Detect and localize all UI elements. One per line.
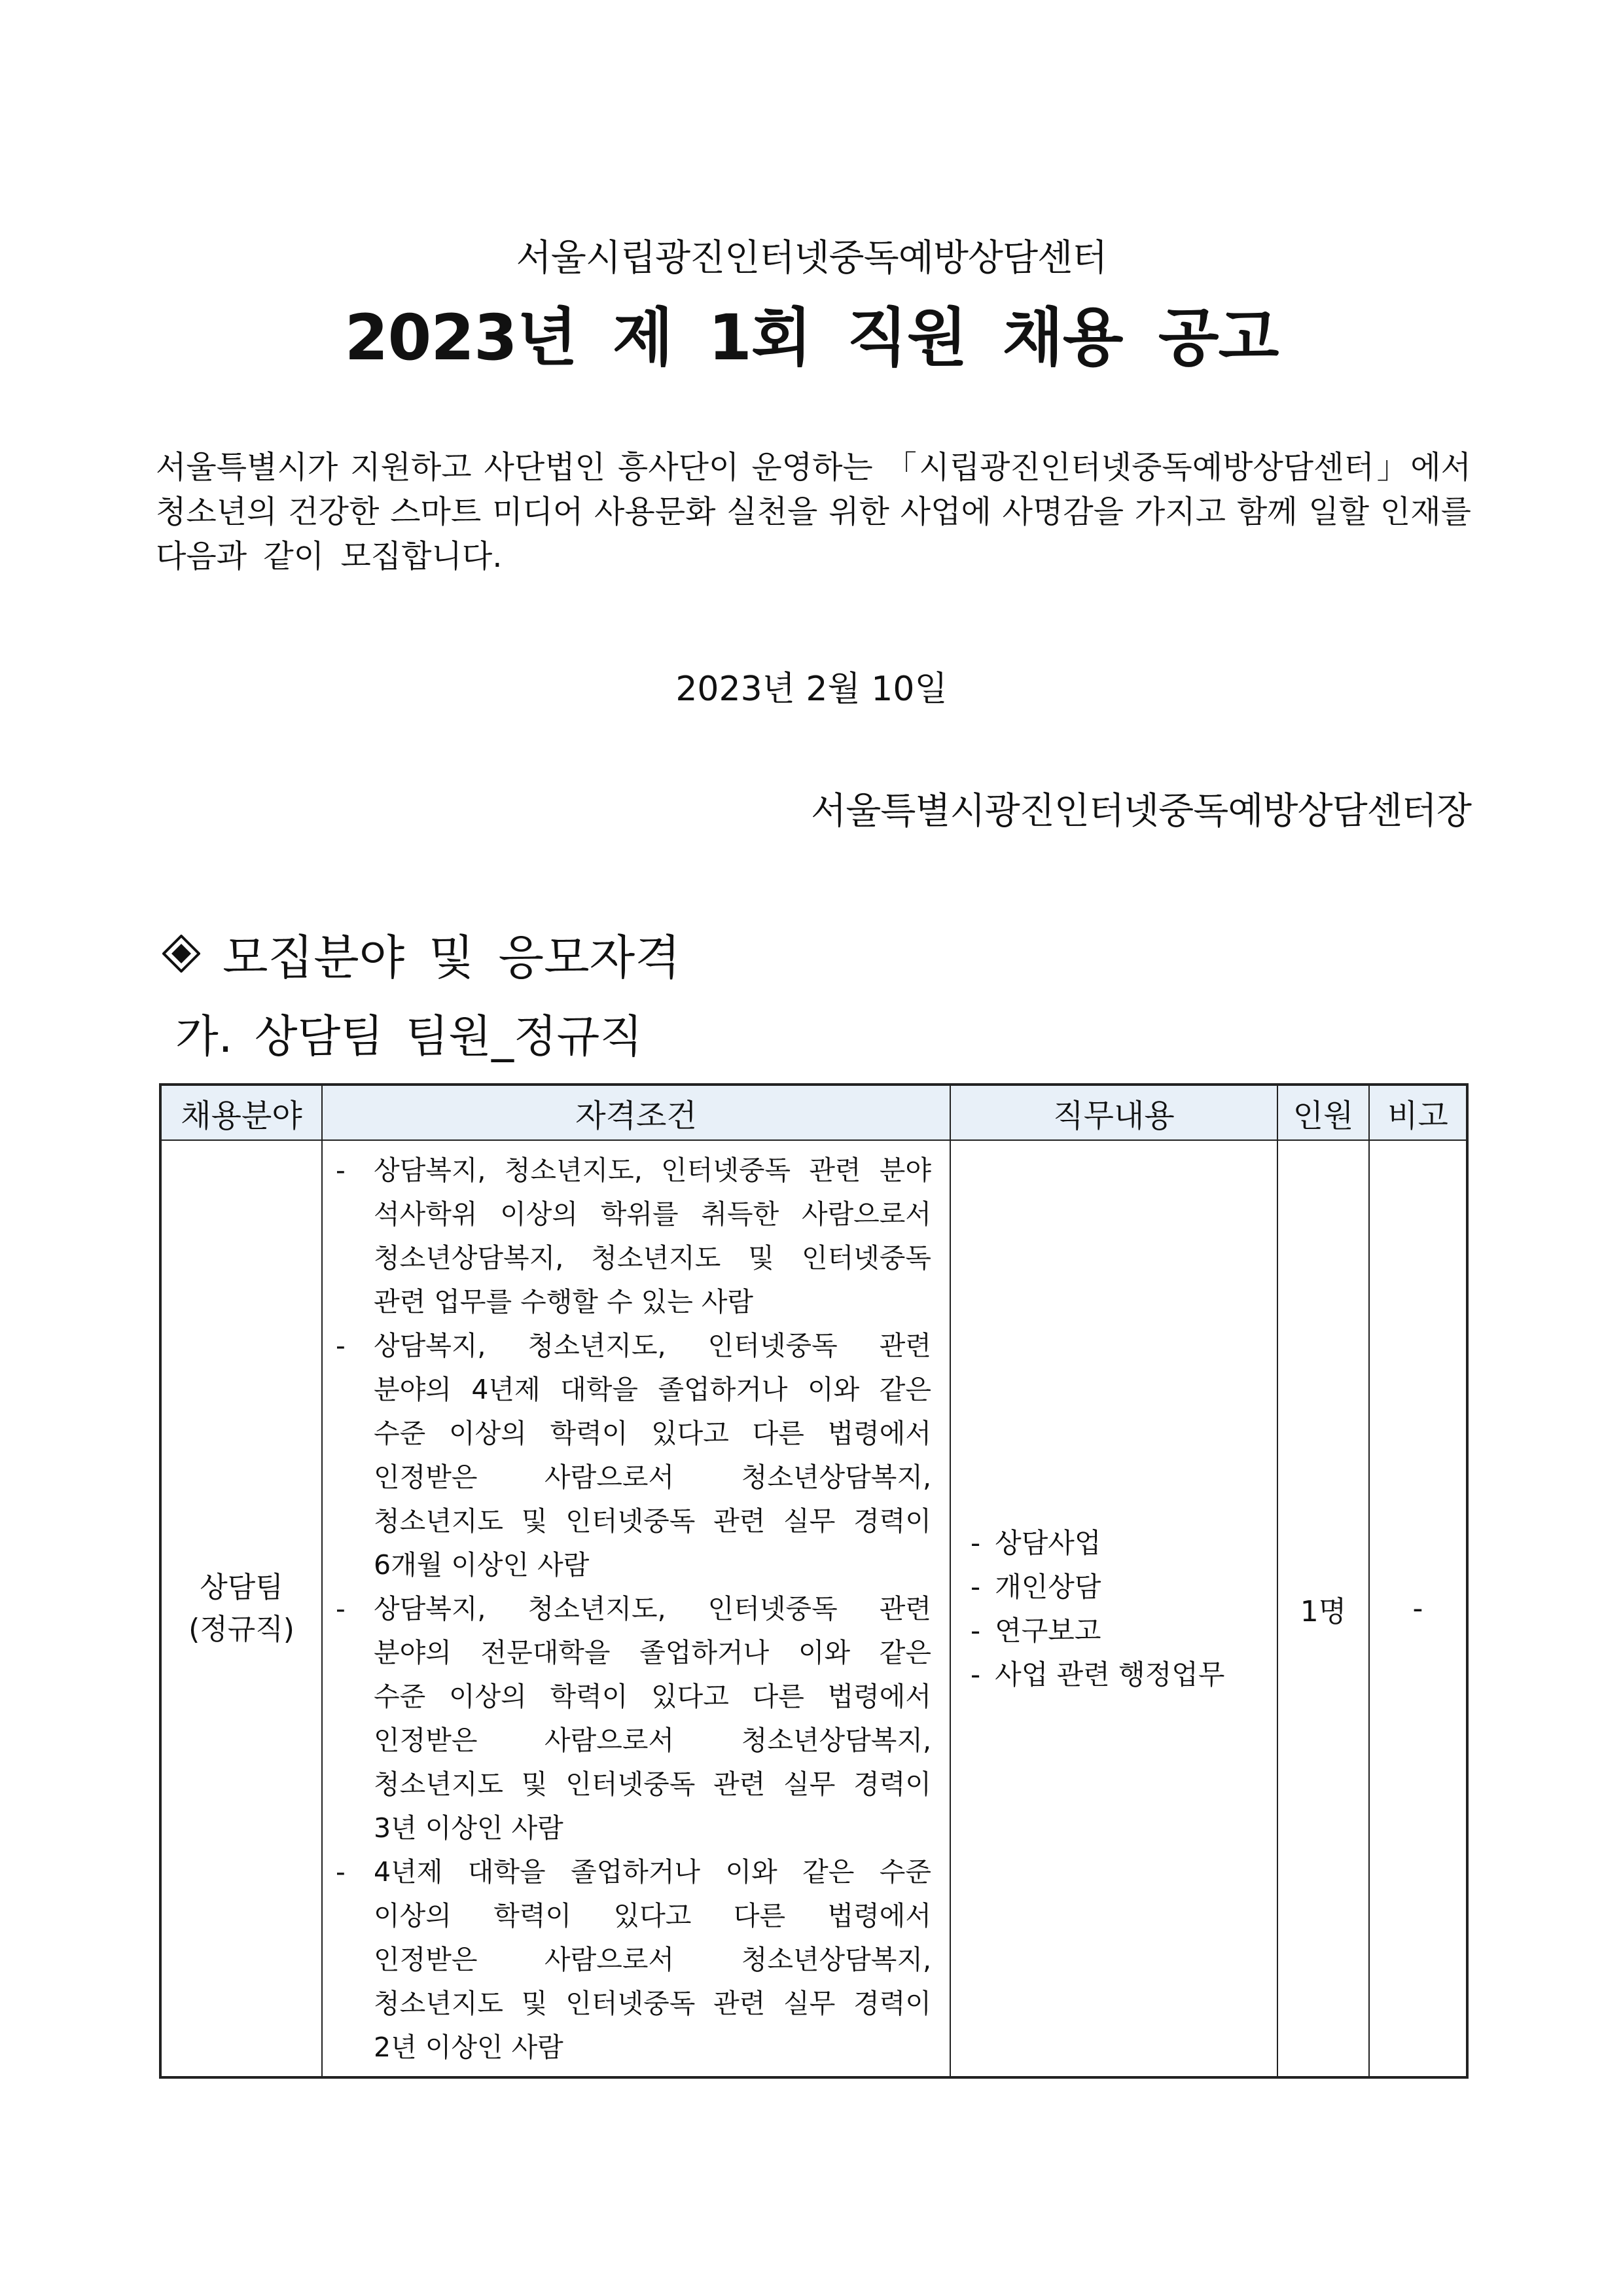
field-cell	[160, 1140, 322, 2077]
list-dash: -	[336, 1330, 346, 1361]
qualification-item	[336, 1850, 931, 2070]
qualification-line: 인정받은 사람으로서 청소년상담복지,	[374, 1462, 931, 1493]
announcement-date: 2023년 2월 10일	[675, 670, 948, 709]
list-dash: -	[971, 1614, 981, 1647]
header-remarks: 비고	[1369, 1085, 1467, 1140]
duty-item	[971, 1565, 1276, 1609]
qualification-line: 분야의 전문대학을 졸업하거나 이와 같은	[374, 1637, 931, 1668]
qualification-line: 분야의 4년제 대학을 졸업하거나 이와 같은	[374, 1374, 931, 1405]
qualification-line: 관련 업무를 수행할 수 있는 사람	[374, 1286, 754, 1318]
duty-text: 연구보고	[995, 1614, 1101, 1647]
qualification-line: 인정받은 사람으로서 청소년상담복지,	[374, 1725, 931, 1756]
section-heading-text: 모집분야 및 응모자격	[223, 930, 681, 985]
sub-heading: 가. 상담팀 팀원_정규직	[175, 1011, 643, 1063]
headcount-cell: 1명	[1277, 1140, 1369, 2077]
signer-name: 서울특별시광진인터넷중독예방상담센터장	[811, 790, 1471, 833]
intro-line: 서울특별시가 지원하고 사단법인 흥사단이 운영하는 「시립광진인터넷중독예방상담센터」에서	[156, 449, 1471, 486]
duty-text: 사업 관련 행정업무	[995, 1658, 1225, 1691]
duty-item	[971, 1653, 1276, 1696]
field-type: (정규직)	[188, 1612, 294, 1646]
qualification-line: 2년 이상인 사람	[374, 2032, 563, 2063]
qualification-item	[336, 1587, 931, 1850]
qualification-line: 이상의 학력이 있다고 다른 법령에서	[374, 1900, 931, 1931]
qualification-line: 상담복지, 청소년지도, 인터넷중독 관련	[374, 1593, 931, 1624]
list-dash: -	[336, 1155, 346, 1186]
qualifications-cell	[322, 1140, 950, 2077]
table-header-row	[160, 1085, 1467, 1140]
list-dash: -	[971, 1570, 981, 1603]
header-qualifications: 자격조건	[322, 1085, 950, 1140]
intro-line: 다음과 같이 모집합니다.	[156, 538, 503, 575]
table-row	[160, 1140, 1467, 2077]
intro-paragraph	[156, 445, 1471, 579]
duty-item	[971, 1609, 1276, 1653]
qualification-line: 청소년지도 및 인터넷중독 관련 실무 경력이	[374, 1768, 931, 1800]
qualification-line: 3년 이상인 사람	[374, 1812, 563, 1844]
qualification-item	[336, 1324, 931, 1587]
qualification-line: 청소년상담복지, 청소년지도 및 인터넷중독	[374, 1242, 931, 1274]
qualification-line: 6개월 이상인 사람	[374, 1549, 590, 1581]
duty-item	[971, 1521, 1276, 1565]
qualification-line: 4년제 대학을 졸업하거나 이와 같은 수준	[374, 1856, 931, 1888]
list-dash: -	[336, 1856, 346, 1888]
qualification-line: 청소년지도 및 인터넷중독 관련 실무 경력이	[374, 1988, 931, 2019]
field-name: 상담팀	[200, 1570, 283, 1604]
qualification-line: 석사학위 이상의 학위를 취득한 사람으로서	[374, 1198, 931, 1230]
section-heading	[156, 920, 681, 988]
recruitment-table	[159, 1083, 1469, 2079]
qualification-line: 수준 이상의 학력이 있다고 다른 법령에서	[374, 1418, 931, 1449]
remarks-cell: -	[1369, 1140, 1467, 2077]
qualification-line: 상담복지, 청소년지도, 인터넷중독 관련	[374, 1330, 931, 1361]
diamond-in-diamond-icon	[162, 935, 200, 973]
announcement-title: 2023년 제 1회 직원 채용 공고	[344, 301, 1279, 374]
qualification-line: 청소년지도 및 인터넷중독 관련 실무 경력이	[374, 1505, 931, 1537]
qualification-item	[336, 1149, 931, 1324]
header-field: 채용분야	[160, 1085, 322, 1140]
duty-text: 개인상담	[995, 1570, 1101, 1603]
qualification-line: 인정받은 사람으로서 청소년상담복지,	[374, 1944, 931, 1975]
list-dash: -	[971, 1658, 981, 1691]
list-dash: -	[336, 1593, 346, 1624]
organization-title: 서울시립광진인터넷중독예방상담센터	[516, 237, 1107, 279]
duties-cell	[950, 1140, 1277, 2077]
list-dash: -	[971, 1526, 981, 1559]
header-duties: 직무내용	[950, 1085, 1277, 1140]
intro-line: 청소년의 건강한 스마트 미디어 사용문화 실천을 위한 사업에 사명감을 가지고 함께 일할 인재를	[156, 493, 1471, 530]
duty-text: 상담사업	[995, 1526, 1101, 1559]
header-headcount: 인원	[1277, 1085, 1369, 1140]
qualification-line: 상담복지, 청소년지도, 인터넷중독 관련 분야	[374, 1155, 931, 1186]
qualification-line: 수준 이상의 학력이 있다고 다른 법령에서	[374, 1681, 931, 1712]
